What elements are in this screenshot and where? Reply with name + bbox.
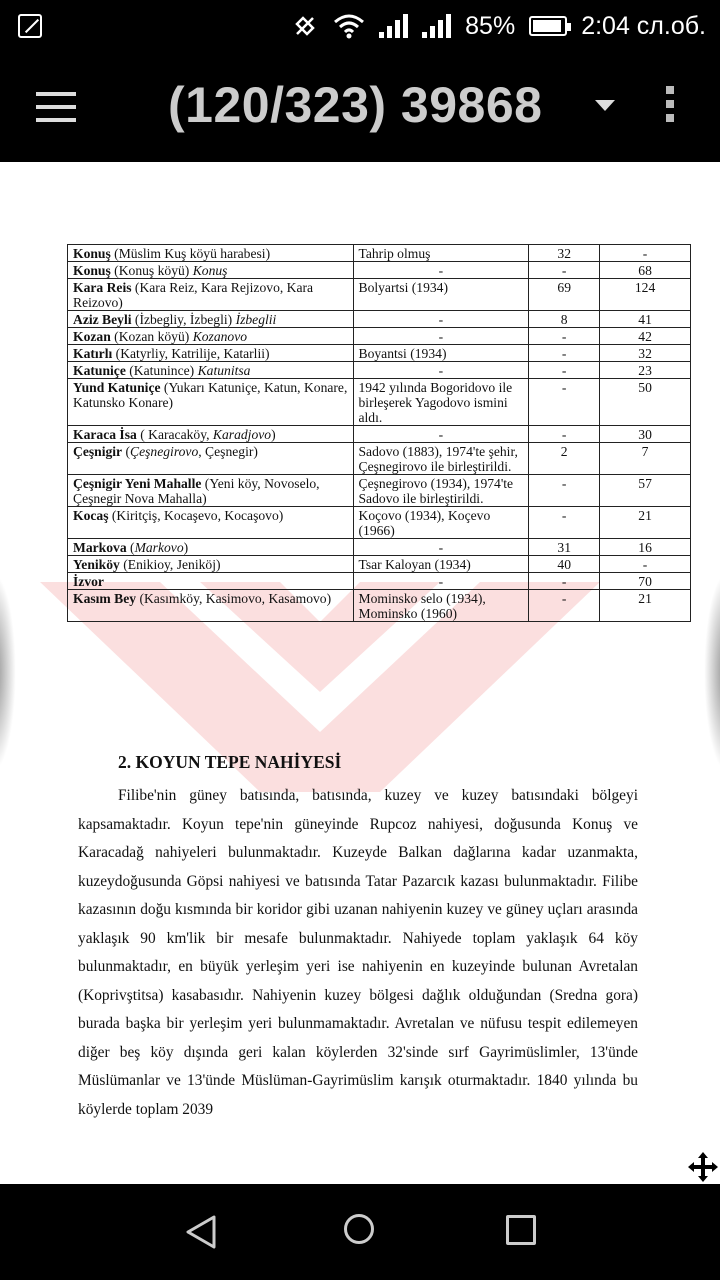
value-2-cell: - bbox=[600, 556, 691, 573]
village-alias-tail: , Çeşnegir) bbox=[198, 444, 258, 459]
vibrate-off-icon bbox=[291, 12, 319, 40]
table-row bbox=[68, 379, 691, 426]
village-name: Aziz Beyli bbox=[73, 312, 132, 327]
village-name-cell bbox=[68, 573, 354, 590]
village-aliases: (Kozan köyü) bbox=[110, 329, 193, 344]
value-1-cell: 32 bbox=[529, 245, 600, 262]
village-alias-italic: İzbeglii bbox=[235, 312, 277, 327]
note-cell: 1942 yılında Bogoridovo ile birleşerek Yagodovo ismini aldı. bbox=[353, 379, 529, 426]
table-row bbox=[68, 590, 691, 622]
note-cell: - bbox=[353, 262, 529, 279]
village-aliases: (Yeni köy, Novoselo, Çeşnegir Nova Mahalla) bbox=[73, 476, 320, 506]
value-2-cell: 23 bbox=[600, 362, 691, 379]
note-cell: - bbox=[353, 573, 529, 590]
village-name: Kasım Bey bbox=[73, 591, 137, 606]
value-1-cell: - bbox=[529, 262, 600, 279]
village-name-cell bbox=[68, 245, 354, 262]
page-title[interactable]: (120/323) 39868 bbox=[168, 77, 543, 133]
village-name-cell bbox=[68, 279, 354, 311]
village-name-cell bbox=[68, 426, 354, 443]
value-1-cell: 40 bbox=[529, 556, 600, 573]
value-1-cell: 31 bbox=[529, 539, 600, 556]
table-row bbox=[68, 573, 691, 590]
village-aliases: (Kasımköy, Kasimovo, Kasamovo) bbox=[136, 591, 332, 606]
status-icons bbox=[291, 8, 706, 44]
note-cell: Tsar Kaloyan (1934) bbox=[353, 556, 529, 573]
village-name-cell bbox=[68, 379, 354, 426]
table-row bbox=[68, 328, 691, 345]
village-name-cell bbox=[68, 345, 354, 362]
table-row bbox=[68, 507, 691, 539]
village-table bbox=[67, 244, 691, 622]
village-name-cell bbox=[68, 443, 354, 475]
table-row bbox=[68, 362, 691, 379]
note-cell: - bbox=[353, 539, 529, 556]
village-name: Kozan bbox=[73, 329, 111, 344]
table-row bbox=[68, 443, 691, 475]
village-name-cell bbox=[68, 475, 354, 507]
village-alias-italic: Markovo bbox=[134, 540, 184, 555]
table-row bbox=[68, 245, 691, 262]
village-name: Çeşnigir bbox=[73, 444, 123, 459]
village-aliases: (İzbegliy, İzbegli) bbox=[131, 312, 236, 327]
document-page[interactable] bbox=[0, 162, 720, 1184]
value-2-cell: 42 bbox=[600, 328, 691, 345]
village-name: İzvor bbox=[73, 574, 104, 589]
village-name-cell bbox=[68, 311, 354, 328]
page-edge-shadow-right bbox=[704, 572, 720, 772]
signal-2-icon bbox=[422, 14, 451, 38]
village-aliases: (Enikioy, Jeniköj) bbox=[119, 557, 221, 572]
value-2-cell: 50 bbox=[600, 379, 691, 426]
village-name-cell bbox=[68, 362, 354, 379]
table-row bbox=[68, 426, 691, 443]
wifi-icon bbox=[333, 13, 365, 39]
table-row bbox=[68, 345, 691, 362]
back-icon[interactable] bbox=[184, 1214, 218, 1250]
village-name: Konuş bbox=[73, 246, 111, 261]
value-2-cell: 16 bbox=[600, 539, 691, 556]
value-1-cell: - bbox=[529, 590, 600, 622]
note-cell: - bbox=[353, 311, 529, 328]
section-title: 2. KOYUN TEPE NAHİYESİ bbox=[118, 752, 342, 772]
value-1-cell: - bbox=[529, 345, 600, 362]
village-name: Kara Reis bbox=[73, 280, 132, 295]
note-cell: Mominsko selo (1934), Mominsko (1960) bbox=[353, 590, 529, 622]
village-name: Çeşnigir Yeni Mahalle bbox=[73, 476, 202, 491]
value-1-cell: - bbox=[529, 475, 600, 507]
status-bar bbox=[0, 0, 720, 52]
village-aliases: ( bbox=[122, 444, 131, 459]
value-2-cell: 30 bbox=[600, 426, 691, 443]
move-icon[interactable] bbox=[686, 1150, 720, 1184]
village-aliases: (Yukarı Katuniçe, Katun, Konare, Katunsko Konare) bbox=[73, 380, 348, 410]
note-cell: - bbox=[353, 426, 529, 443]
value-1-cell: 8 bbox=[529, 311, 600, 328]
value-1-cell: - bbox=[529, 328, 600, 345]
table-row bbox=[68, 279, 691, 311]
table-row bbox=[68, 539, 691, 556]
village-alias-italic: Katunitsa bbox=[197, 363, 251, 378]
village-aliases: (Konuş köyü) bbox=[110, 263, 193, 278]
village-name-cell bbox=[68, 507, 354, 539]
village-name: Karaca İsa bbox=[73, 427, 137, 442]
village-name-cell bbox=[68, 556, 354, 573]
village-alias-tail: ) bbox=[183, 540, 189, 555]
village-name: Katuniçe bbox=[73, 363, 126, 378]
village-alias-tail: ) bbox=[271, 427, 276, 442]
note-cell: Tahrip olmuş bbox=[353, 245, 529, 262]
village-alias-italic: Kozanovo bbox=[192, 329, 248, 344]
page-edge-shadow-left bbox=[0, 572, 16, 772]
battery-percent: 85% bbox=[465, 11, 516, 40]
village-aliases: (Müslim Kuş köyü harabesi) bbox=[110, 246, 271, 261]
value-2-cell: 124 bbox=[600, 279, 691, 311]
value-1-cell: - bbox=[529, 426, 600, 443]
village-name: Yeniköy bbox=[73, 557, 120, 572]
village-alias-italic: Karadjovo bbox=[212, 427, 272, 442]
village-aliases: (Kara Reiz, Kara Rejizovo, Kara Reizovo) bbox=[73, 280, 314, 310]
note-cell: Çeşnegirovo (1934), 1974'te Sadovo ile birleştirildi. bbox=[353, 475, 529, 507]
value-2-cell: 7 bbox=[600, 443, 691, 475]
value-1-cell: 2 bbox=[529, 443, 600, 475]
village-name: Yund Katuniçe bbox=[73, 380, 161, 395]
app-bar bbox=[0, 52, 720, 162]
village-aliases: (Katunince) bbox=[125, 363, 198, 378]
note-cell: - bbox=[353, 362, 529, 379]
note-cell: - bbox=[353, 328, 529, 345]
table-row bbox=[68, 475, 691, 507]
recent-apps-icon[interactable] bbox=[506, 1215, 536, 1245]
table-row bbox=[68, 556, 691, 573]
table-row bbox=[68, 262, 691, 279]
village-name-cell bbox=[68, 262, 354, 279]
village-name-cell bbox=[68, 590, 354, 622]
note-cell: Koçovo (1934), Koçevo (1966) bbox=[353, 507, 529, 539]
value-2-cell: 32 bbox=[600, 345, 691, 362]
chevron-down-icon[interactable] bbox=[595, 100, 615, 111]
village-aliases: (Kiritçiş, Kocaşevo, Kocaşovo) bbox=[108, 508, 284, 523]
value-2-cell: 21 bbox=[600, 507, 691, 539]
note-cell: Boyantsi (1934) bbox=[353, 345, 529, 362]
section-paragraph bbox=[78, 782, 638, 1124]
image-notification-icon bbox=[18, 14, 42, 38]
value-2-cell: 57 bbox=[600, 475, 691, 507]
hamburger-menu-icon[interactable] bbox=[36, 92, 76, 122]
value-1-cell: - bbox=[529, 362, 600, 379]
note-cell: Bolyartsi (1934) bbox=[353, 279, 529, 311]
village-alias-italic: Çeşnegirovo bbox=[130, 444, 199, 459]
battery-icon bbox=[529, 16, 567, 36]
value-2-cell: - bbox=[600, 245, 691, 262]
village-name: Katırlı bbox=[73, 346, 113, 361]
village-name-cell bbox=[68, 539, 354, 556]
village-aliases: (Katyrliy, Katrilije, Katarlii) bbox=[112, 346, 270, 361]
village-name: Kocaş bbox=[73, 508, 109, 523]
value-2-cell: 68 bbox=[600, 262, 691, 279]
village-aliases: ( Karacaköy, bbox=[136, 427, 213, 442]
overflow-menu-icon[interactable] bbox=[666, 86, 674, 122]
table-row bbox=[68, 311, 691, 328]
value-1-cell: - bbox=[529, 573, 600, 590]
value-2-cell: 21 bbox=[600, 590, 691, 622]
value-2-cell: 70 bbox=[600, 573, 691, 590]
value-1-cell: - bbox=[529, 507, 600, 539]
clock: 2:04 сл.об. bbox=[581, 11, 706, 40]
note-cell: Sadovo (1883), 1974'te şehir, Çeşnegirovo ile birleştirildi. bbox=[353, 443, 529, 475]
village-name-cell bbox=[68, 328, 354, 345]
navigation-bar bbox=[0, 1184, 720, 1280]
signal-1-icon bbox=[379, 14, 408, 38]
home-icon[interactable] bbox=[344, 1214, 374, 1244]
value-1-cell: - bbox=[529, 379, 600, 426]
paragraph-text: Filibe'nin güney batısında, batısında, kuzey ve kuzey batısındaki bölgeyi kapsamaktadır. Koyun tepe'nin güneyinde Rupcoz nahiyesi, doğusunda Konuş ve Karacadağ nahiyeleri bulunmaktadır. Kuzeyde Balkan dağlarına kadar uzanmakta, kuzeydoğusunda Göpsi nahiyesi ve batısında Tatar Pazarcık kazası bulunmaktadır. Filibe kazasının doğu kısmında bir koridor gibi uzanan nahiyenin kuzey ve güney uçları arasında yaklaşık 90 km'lik bir mesafe bulunmaktadır. Nahiyede toplam yaklaşık 64 köy bulunmaktadır, en büyük yerleşim yeri ise nahiyenin en kuzeyinde bulunan Avretalan (Koprivştitsa) kasabasıdır. Nahiyenin kuzey bölgesi dağlık olduğundan (Sredna gora) burada başka bir yerleşim yeri bulunmamaktadır. Avretalan ve nüfusu tespit edilemeyen diğer beş köy dışında geri kalan köylerden 32'sinde sırf Gayrimüslimler, 13'ünde Müslümanlar ve 13'ünde Müslüman-Gayrimüslim karışık oturmaktadır. 1840 yılında bu köylerde toplam 2039 bbox=[78, 787, 638, 1118]
village-name: Konuş bbox=[73, 263, 111, 278]
value-2-cell: 41 bbox=[600, 311, 691, 328]
village-aliases: ( bbox=[126, 540, 135, 555]
village-name: Markova bbox=[73, 540, 127, 555]
village-alias-italic: Konuş bbox=[192, 263, 228, 278]
value-1-cell: 69 bbox=[529, 279, 600, 311]
